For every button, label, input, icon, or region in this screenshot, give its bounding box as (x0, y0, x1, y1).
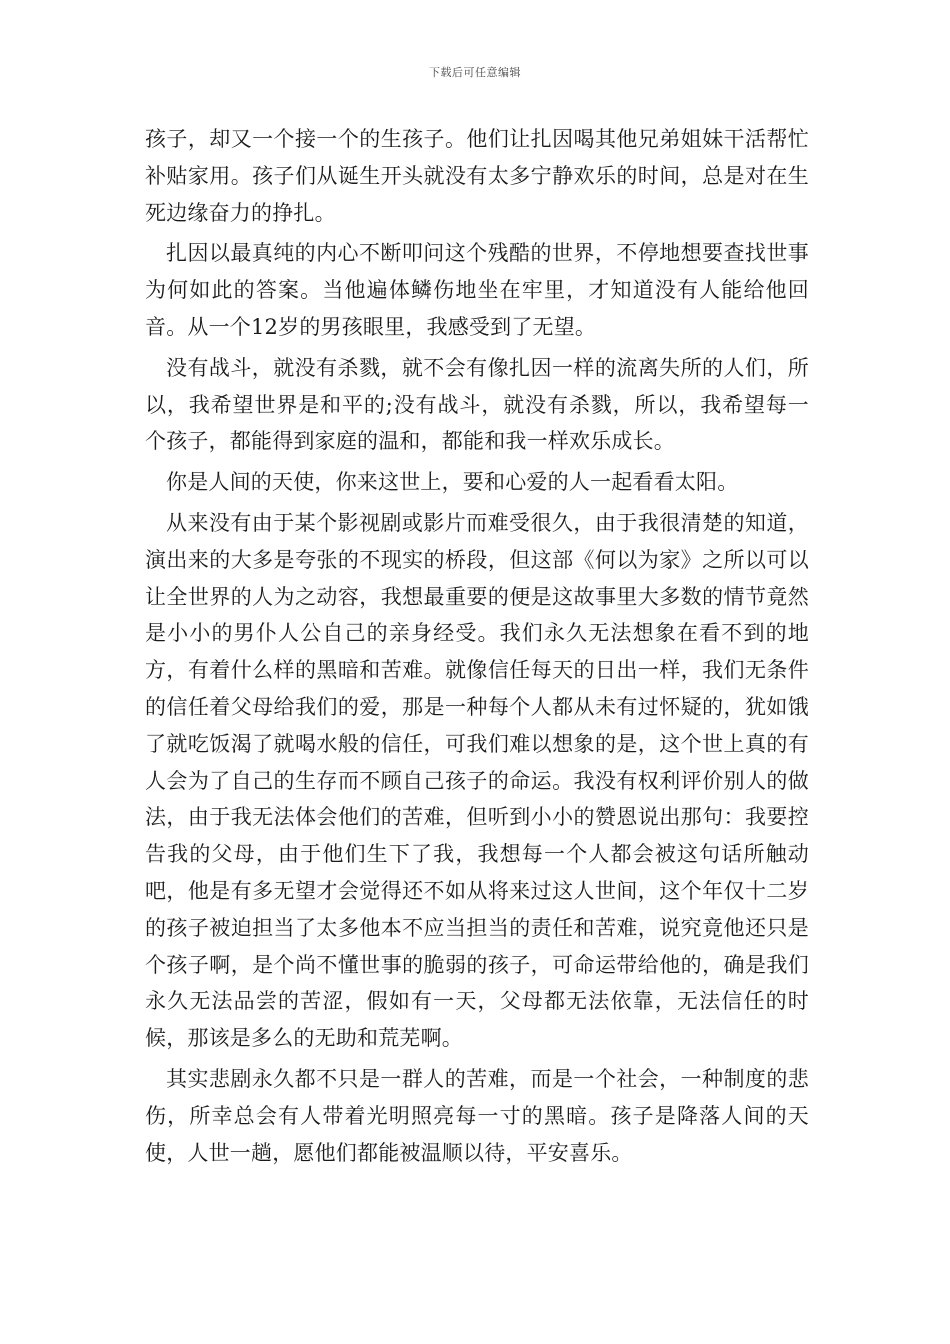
paragraph: 其实悲剧永久都不只是一群人的苦难，而是一个社会，一种制度的悲伤，所幸总会有人带着光明照亮每一寸的黑暗。孩子是降落人间的天使，人世一趟，愿他们都能被温顺以待，平安喜乐。 (145, 1066, 809, 1165)
paragraph: 扎因以最真纯的内心不断叩问这个残酷的世界，不停地想要查找世事为何如此的答案。当他遍体鳞伤地坐在牢里，才知道没有人能给他回音。从一个12岁的男孩眼里，我感受到了无望。 (145, 241, 809, 339)
paragraph: 从来没有由于某个影视剧或影片而难受很久，由于我很清楚的知道，演出来的大多是夸张的不现实的桥段，但这部《何以为家》之所以可以让全世界的人为之动容，我想最重要的便是这故事里大多数的情节竟然是小小的男仆人公自己的亲身经受。我们永久无法想象在看不到的地方，有着什么样的黑暗和苦难。就像信任每天的日出一样，我们无条件的信任着父母给我们的爱，那是一种每个人都从未有过怀疑的，犹如饿了就吃饭渴了就喝水般的信任，可我们难以想象的是，这个世上真的有人会为了自己的生存而不顾自己孩子的命运。我没有权利评价别人的做法，由于我无法体会他们的苦难，但听到小小的赞恩说出那句：我要控告我的父母，由于他们生下了我，我想每一个人都会被这句话所触动吧，他是有多无望才会觉得还不如从将来过这人世间，这个年仅十二岁的孩子被迫担当了太多他本不应当担当的责任和苦难，说究竟他还只是个孩子啊，是个尚不懂世事的脆弱的孩子，可命运带给他的，确是我们永久无法品尝的苦涩，假如有一天，父母都无法依靠，无法信任的时候，那该是多么的无助和荒芜啊。 (145, 510, 809, 1051)
page-header: 下载后可任意编辑 (429, 66, 521, 79)
paragraph: 你是人间的天使，你来这世上，要和心爱的人一起看看太阳。 (166, 470, 739, 495)
paragraph: 没有战斗，就没有杀戮，就不会有像扎因一样的流离失所的人们，所以，我希望世界是和平的;没有战斗，就没有杀戮，所以，我希望每一个孩子，都能得到家庭的温和，都能和我一样欢乐成长。 (145, 355, 809, 454)
document-body (145, 121, 809, 1175)
paragraph: 孩子，却又一个接一个的生孩子。他们让扎因喝其他兄弟姐妹干活帮忙补贴家用。孩子们从诞生开头就没有太多宁静欢乐的时间，总是对在生死边缘奋力的挣扎。 (145, 127, 809, 225)
